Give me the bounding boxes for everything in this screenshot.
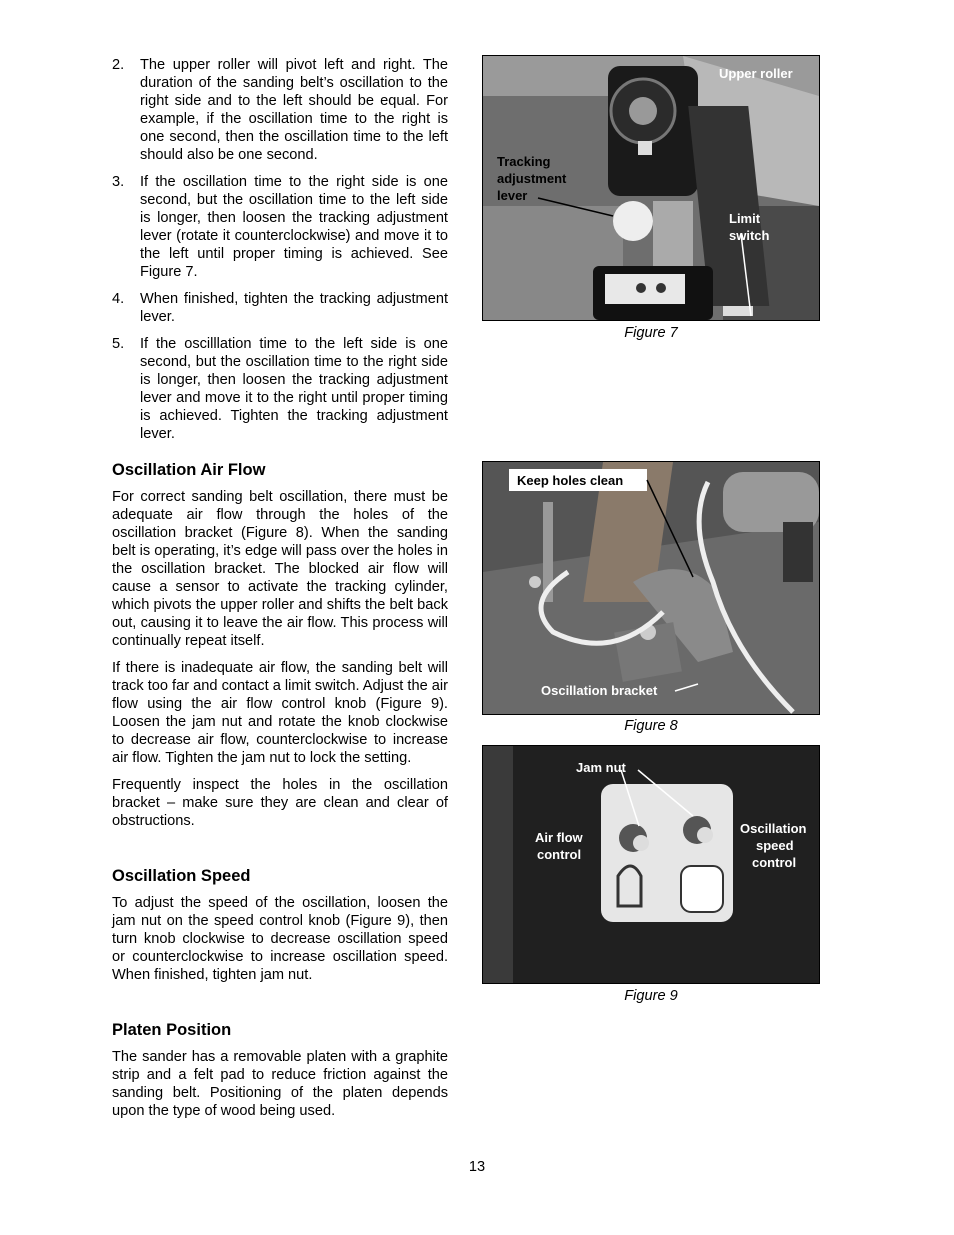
instruction-list [112,56,448,443]
paragraph: To adjust the speed of the oscillation, loosen the jam nut on the speed control knob (Figure 9), then turn knob clockwise to decrease oscillation speed or counterclockwise to increase oscillation speed. When finished, tighten jam nut. [112,895,448,983]
instruction-list-block [112,56,448,452]
label-air-flow-line-2: control [537,847,582,862]
figure-9-illustration [483,746,819,983]
list-item-text: The upper roller will pivot left and right. The duration of the sanding belt’s oscillation to the right side and to the left should be equal. For example, if the oscillation time to the right is one second, then the oscillation time to the left should also be one second. [140,57,448,163]
figure-9-caption: Figure 9 [624,988,678,1004]
paragraph: For correct sanding belt oscillation, there must be adequate air flow through the holes of the oscillation bracket (Figure 8). When the sanding belt is operating, it’s edge will pass over the holes in the oscillation bracket. The blocked air flow will cause a sensor to activate the tracking cylinder, which pivots the upper roller and shifts the belt back out, causing it to leave the air flow. This process will continually repeat itself. [112,489,448,649]
label-oscillation-bracket: Oscillation bracket [541,683,658,698]
figure-8-illustration [483,462,819,714]
paragraph: If there is inadequate air flow, the sanding belt will track too far and contact a limit switch. Adjust the air flow using the air flow control knob (Figure 9). Loosen the jam nut and rotate the knob clockwise to decrease air flow, counterclockwise to increase air flow. Tighten the jam nut to lock the setting. [112,660,448,766]
figure-7-photo [482,55,820,321]
label-limit-line-1: Limit [729,211,761,226]
figure-9-photo [482,745,820,984]
label-oscillation-speed-line-3: control [752,855,797,870]
paragraph: Frequently inspect the holes in the oscillation bracket – make sure they are clean and clear of obstructions. [112,777,448,829]
list-item-number: 4. [112,291,125,307]
section-heading: Oscillation Air Flow [112,461,266,479]
list-item-number: 2. [112,57,125,73]
list-item-text: When finished, tighten the tracking adjustment lever. [140,291,448,325]
paragraph: The sander has a removable platen with a graphite strip and a felt pad to reduce friction against the sanding belt. Positioning of the platen depends upon the type of wood being used. [112,1049,448,1119]
figure-8-photo [482,461,820,715]
label-keep-holes-clean: Keep holes clean [517,473,624,488]
list-item [112,56,448,164]
list-item-text: If the oscillation time to the right side is one second, but the oscillation time to the left side is longer, then loosen the tracking adjustment lever (rotate it counterclockwise) and move it to the left until proper timing is achieved. See Figure 7. [140,174,448,280]
list-item [112,173,448,281]
label-air-flow-line-1: Air flow [535,830,583,845]
section-heading: Platen Position [112,1021,232,1039]
label-jam-nut: Jam nut [576,760,626,775]
label-tracking-line-1: Tracking [497,154,551,169]
figure-8-caption: Figure 8 [624,718,678,734]
label-tracking-line-3: lever [497,188,528,203]
label-oscillation-speed-line-2: speed [756,838,794,853]
label-upper-roller: Upper roller [719,66,793,81]
list-item-number: 3. [112,174,125,190]
figure-7-illustration [483,56,819,320]
section-platen [112,1020,448,1129]
section-heading: Oscillation Speed [112,867,251,885]
section-speed [112,866,448,993]
label-tracking-line-2: adjustment [497,171,567,186]
section-air-flow [112,460,448,839]
label-oscillation-speed-line-1: Oscillation [740,821,807,836]
label-limit-line-2: switch [729,228,770,243]
list-item [112,335,448,443]
list-item [112,290,448,326]
list-item-text: If the oscilllation time to the left side is one second, but the oscillation time to the right side is longer, then loosen the tracking adjustment lever and move it to the right until proper timing is achieved. Tighten the tracking adjustment lever. [140,336,448,442]
figure-7-caption: Figure 7 [624,325,678,341]
page-number: 13 [468,1159,486,1175]
list-item-number: 5. [112,336,125,352]
